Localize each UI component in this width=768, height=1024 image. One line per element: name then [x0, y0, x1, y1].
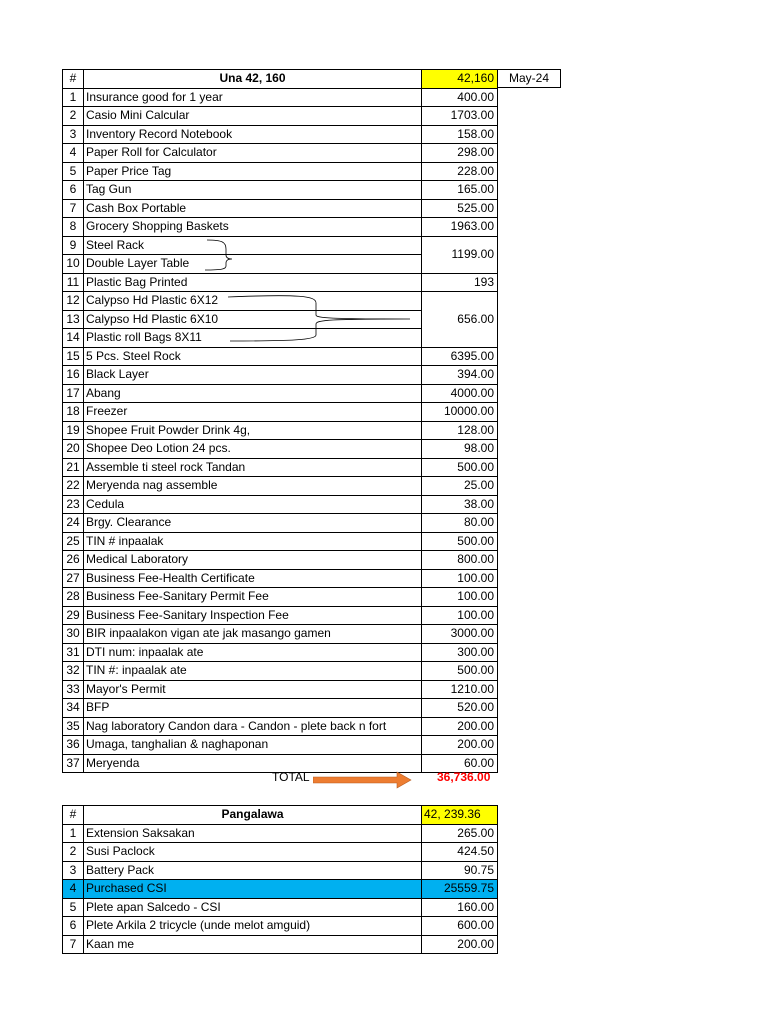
row-number: 6: [63, 917, 84, 936]
table-row: [63, 569, 498, 588]
row-description: Plastic roll Bags 8X11: [84, 329, 422, 348]
row-amount: 300.00: [422, 643, 498, 662]
row-number: 3: [63, 861, 84, 880]
table-row: [63, 88, 498, 107]
row-amount: 193: [422, 273, 498, 292]
row-number: 9: [63, 236, 84, 255]
row-description: TIN # inpaalak: [84, 532, 422, 551]
row-number: 7: [63, 935, 84, 954]
row-description: BIR inpaalakon vigan ate jak masango gamen: [84, 625, 422, 644]
table-row: [63, 514, 498, 533]
expense-table-pangalawa: [62, 805, 498, 954]
row-description: Black Layer: [84, 366, 422, 385]
table-row: [63, 144, 498, 163]
table-row: [63, 898, 498, 917]
table-header-row: [63, 806, 498, 825]
row-description: Freezer: [84, 403, 422, 422]
row-number: 5: [63, 162, 84, 181]
row-description: Assemble ti steel rock Tandan: [84, 458, 422, 477]
row-description: Double Layer Table: [84, 255, 422, 274]
table-row: [63, 699, 498, 718]
row-description: Battery Pack: [84, 861, 422, 880]
row-amount: 98.00: [422, 440, 498, 459]
table-row: [63, 440, 498, 459]
table-row: [63, 384, 498, 403]
table2-budget-cell: 42, 239.36: [422, 806, 498, 825]
row-description: Grocery Shopping Baskets: [84, 218, 422, 237]
row-amount: 656.00: [422, 292, 498, 348]
row-number: 36: [63, 736, 84, 755]
row-description: Plete Arkila 2 tricycle (unde melot amguid): [84, 917, 422, 936]
row-amount: 400.00: [422, 88, 498, 107]
row-amount: 25.00: [422, 477, 498, 496]
row-description: Umaga, tanghalian & naghaponan: [84, 736, 422, 755]
table-row: [63, 273, 498, 292]
table-row: [63, 532, 498, 551]
row-description: Mayor's Permit: [84, 680, 422, 699]
row-amount: 424.50: [422, 843, 498, 862]
row-description: Tag Gun: [84, 181, 422, 200]
row-amount: 128.00: [422, 421, 498, 440]
row-amount: 200.00: [422, 736, 498, 755]
row-description: Abang: [84, 384, 422, 403]
table2-title-cell: Pangalawa: [84, 806, 422, 825]
row-amount: 10000.00: [422, 403, 498, 422]
table1-title-cell: Una 42, 160: [84, 70, 422, 89]
row-description: Steel Rack: [84, 236, 422, 255]
row-number: 26: [63, 551, 84, 570]
row-number: 2: [63, 107, 84, 126]
row-amount: 165.00: [422, 181, 498, 200]
expense-table-pangalawa-body: [63, 806, 498, 954]
total-label: TOTAL: [272, 770, 310, 784]
row-number: 1: [63, 88, 84, 107]
table-row: [63, 935, 498, 954]
row-amount: 3000.00: [422, 625, 498, 644]
row-description: Business Fee-Sanitary Inspection Fee: [84, 606, 422, 625]
row-description: Extension Saksakan: [84, 824, 422, 843]
expense-table-una-body: [63, 70, 498, 773]
row-description: Meryenda: [84, 754, 422, 773]
row-number: 17: [63, 384, 84, 403]
row-number: 6: [63, 181, 84, 200]
row-amount: 25559.75: [422, 880, 498, 899]
row-amount: 158.00: [422, 125, 498, 144]
total-value: 36,736.00: [437, 770, 491, 784]
row-number: 27: [63, 569, 84, 588]
row-amount: 800.00: [422, 551, 498, 570]
table-row: [63, 717, 498, 736]
table-row: [63, 292, 498, 311]
row-description: Business Fee-Sanitary Permit Fee: [84, 588, 422, 607]
row-amount: 1703.00: [422, 107, 498, 126]
row-description: Business Fee-Health Certificate: [84, 569, 422, 588]
table-row: [63, 181, 498, 200]
row-amount: 525.00: [422, 199, 498, 218]
row-description: Calypso Hd Plastic 6X12: [84, 292, 422, 311]
table-row: [63, 861, 498, 880]
row-amount: 394.00: [422, 366, 498, 385]
row-number: 7: [63, 199, 84, 218]
row-description: Shopee Fruit Powder Drink 4g,: [84, 421, 422, 440]
row-description: Meryenda nag assemble: [84, 477, 422, 496]
row-amount: 600.00: [422, 917, 498, 936]
row-description: 5 Pcs. Steel Rock: [84, 347, 422, 366]
row-description: Medical Laboratory: [84, 551, 422, 570]
row-number: 13: [63, 310, 84, 329]
table-row: [63, 107, 498, 126]
row-description: Nag laboratory Candon dara - Candon - plete back n fort: [84, 717, 422, 736]
row-number: 4: [63, 144, 84, 163]
row-number: 5: [63, 898, 84, 917]
right-arrow-icon: [313, 771, 413, 789]
row-amount: 500.00: [422, 532, 498, 551]
row-number: 10: [63, 255, 84, 274]
row-number: 19: [63, 421, 84, 440]
row-amount: 200.00: [422, 717, 498, 736]
row-description: TIN #: inpaalak ate: [84, 662, 422, 681]
row-number: 33: [63, 680, 84, 699]
row-number: 2: [63, 843, 84, 862]
table-row: [63, 458, 498, 477]
row-amount: 100.00: [422, 606, 498, 625]
row-amount: 38.00: [422, 495, 498, 514]
row-number: 32: [63, 662, 84, 681]
row-amount: 200.00: [422, 935, 498, 954]
table-row: [63, 625, 498, 644]
table-row: [63, 347, 498, 366]
row-number: 28: [63, 588, 84, 607]
row-description: Kaan me: [84, 935, 422, 954]
row-description: Plete apan Salcedo - CSI: [84, 898, 422, 917]
row-number: 30: [63, 625, 84, 644]
row-number: 1: [63, 824, 84, 843]
row-number: 20: [63, 440, 84, 459]
table-row: [63, 495, 498, 514]
row-description: BFP: [84, 699, 422, 718]
row-number: 8: [63, 218, 84, 237]
row-description: Calypso Hd Plastic 6X10: [84, 310, 422, 329]
row-amount: 160.00: [422, 898, 498, 917]
row-description: Casio Mini Calcular: [84, 107, 422, 126]
row-description: Insurance good for 1 year: [84, 88, 422, 107]
table-row: [63, 199, 498, 218]
table-row: [63, 236, 498, 255]
row-amount: 1199.00: [422, 236, 498, 273]
row-number: 23: [63, 495, 84, 514]
table-row: [63, 218, 498, 237]
row-description: Purchased CSI: [84, 880, 422, 899]
row-number: 34: [63, 699, 84, 718]
row-number: 14: [63, 329, 84, 348]
row-description: Susi Paclock: [84, 843, 422, 862]
row-amount: 90.75: [422, 861, 498, 880]
row-description: Paper Price Tag: [84, 162, 422, 181]
header-number-cell: #: [63, 70, 84, 89]
table-row: [63, 736, 498, 755]
table-row: [63, 662, 498, 681]
table-row: [63, 477, 498, 496]
row-amount: 500.00: [422, 458, 498, 477]
row-number: 12: [63, 292, 84, 311]
row-amount: 100.00: [422, 569, 498, 588]
row-number: 29: [63, 606, 84, 625]
row-description: Plastic Bag Printed: [84, 273, 422, 292]
row-amount: 4000.00: [422, 384, 498, 403]
row-description: Cash Box Portable: [84, 199, 422, 218]
month-cell: May-24: [497, 69, 561, 88]
table-row: [63, 403, 498, 422]
row-number: 37: [63, 754, 84, 773]
row-amount: 265.00: [422, 824, 498, 843]
table-header-row: [63, 70, 498, 89]
table-row: [63, 680, 498, 699]
table-row: [63, 125, 498, 144]
row-description: Inventory Record Notebook: [84, 125, 422, 144]
row-number: 4: [63, 880, 84, 899]
row-description: Paper Roll for Calculator: [84, 144, 422, 163]
row-description: DTI num: inpaalak ate: [84, 643, 422, 662]
expense-table-una: [62, 69, 498, 773]
table-row: [63, 366, 498, 385]
row-number: 35: [63, 717, 84, 736]
row-amount: 1963.00: [422, 218, 498, 237]
row-amount: 520.00: [422, 699, 498, 718]
table-row: [63, 917, 498, 936]
row-number: 11: [63, 273, 84, 292]
row-amount: 60.00: [422, 754, 498, 773]
row-number: 25: [63, 532, 84, 551]
table-row: [63, 162, 498, 181]
row-amount: 298.00: [422, 144, 498, 163]
row-number: 31: [63, 643, 84, 662]
row-amount: 80.00: [422, 514, 498, 533]
row-amount: 228.00: [422, 162, 498, 181]
row-number: 18: [63, 403, 84, 422]
row-number: 21: [63, 458, 84, 477]
table-row: [63, 824, 498, 843]
row-amount: 100.00: [422, 588, 498, 607]
row-amount: 1210.00: [422, 680, 498, 699]
row-description: Shopee Deo Lotion 24 pcs.: [84, 440, 422, 459]
table-row: [63, 643, 498, 662]
table-row: [63, 606, 498, 625]
row-number: 16: [63, 366, 84, 385]
header-number-cell: #: [63, 806, 84, 825]
row-number: 15: [63, 347, 84, 366]
row-amount: 6395.00: [422, 347, 498, 366]
row-number: 22: [63, 477, 84, 496]
row-description: Brgy. Clearance: [84, 514, 422, 533]
row-amount: 500.00: [422, 662, 498, 681]
table-row: [63, 880, 498, 899]
row-description: Cedula: [84, 495, 422, 514]
table-row: [63, 421, 498, 440]
row-number: 3: [63, 125, 84, 144]
table1-budget-cell: 42,160: [422, 70, 498, 89]
table-row: [63, 843, 498, 862]
table-row: [63, 588, 498, 607]
row-number: 24: [63, 514, 84, 533]
table-row: [63, 551, 498, 570]
